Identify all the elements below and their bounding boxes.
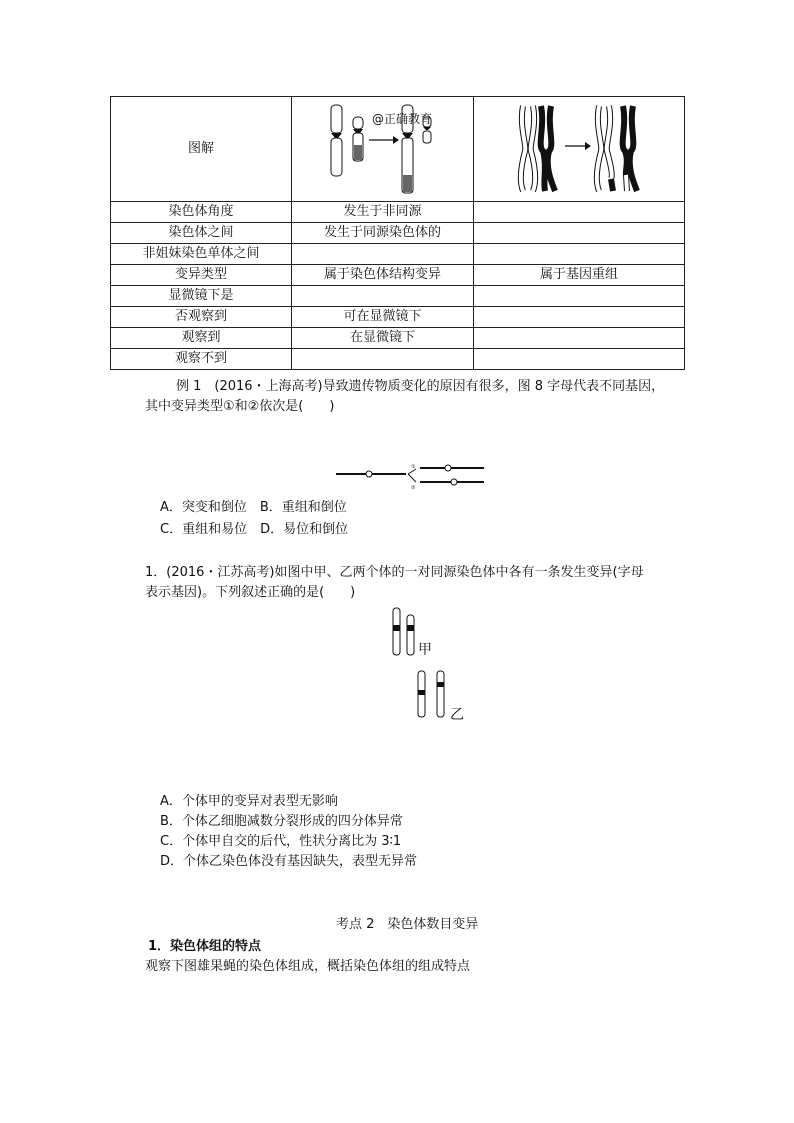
table-cell (292, 349, 474, 370)
table-row (111, 328, 685, 349)
section2-heading: 1．染色体组的特点 (148, 939, 262, 954)
table-cell: 观察不到 (111, 349, 292, 370)
table-cell (292, 286, 474, 307)
question1-option-d: D．个体乙染色体没有基因缺失，表型无异常 (160, 854, 418, 869)
table-cell: 变异类型 (111, 265, 292, 286)
table-cell (474, 286, 685, 307)
table-row (111, 223, 685, 244)
table-row (111, 286, 685, 307)
table-cell (474, 349, 685, 370)
table-cell: 属于基因重组 (474, 265, 685, 286)
table-cell (292, 244, 474, 265)
watermark-text: @正确教育 (372, 112, 433, 126)
crossover-diagram (515, 101, 645, 196)
table-cell: 在显微镜下 (292, 328, 474, 349)
table-cell (474, 328, 685, 349)
question1-option-b: B．个体乙细胞减数分裂形成的四分体异常 (160, 814, 403, 829)
table-cell: 染色体之间 (111, 223, 292, 244)
question1-option-c: C．个体甲自交的后代，性状分离比为 3∶1 (160, 834, 402, 849)
example1-option-ab: A．突变和倒位 B．重组和倒位 (160, 500, 347, 515)
label-yi: 乙 (450, 707, 464, 723)
table-cell: 发生于同源染色体的 (292, 223, 474, 244)
section2-title: 考点 2 染色体数目变异 (336, 917, 479, 932)
label-jia: 甲 (418, 642, 432, 658)
table-cell: 否观察到 (111, 307, 292, 328)
table-cell: 观察到 (111, 328, 292, 349)
chromosome-pair-jia (387, 607, 417, 657)
example1-option-cd: C．重组和易位 D．易位和倒位 (160, 522, 349, 537)
table-cell: 显微镜下是 (111, 286, 292, 307)
section2-text: 观察下图雄果蝇的染色体组成，概括染色体组的组成特点 (145, 959, 471, 974)
table-row (111, 349, 685, 370)
example1-line1: 例 1 (2016・上海高考)导致遗传物质变化的原因有很多，图 8 字母代表不同基因， (176, 379, 665, 394)
table-cell: 发生于非同源 (292, 202, 474, 223)
gene-sequence-diagram (336, 462, 486, 492)
table-row (111, 202, 685, 223)
question1-option-a: A．个体甲的变异对表型无影响 (160, 794, 338, 809)
example1-line2: 其中变异类型①和②依次是( ) (145, 399, 335, 414)
table-cell: 可在显微镜下 (292, 307, 474, 328)
table-cell (474, 307, 685, 328)
table-row (111, 265, 685, 286)
table-cell (474, 223, 685, 244)
table-cell: 属于染色体结构变异 (292, 265, 474, 286)
table-cell (474, 244, 685, 265)
question1-line2: 表示基因)。下列叙述正确的是( ) (145, 585, 356, 600)
table-cell (474, 202, 685, 223)
marker-1: ① (411, 464, 416, 470)
table-cell: 非姐妹染色单体之间 (111, 244, 292, 265)
table-cell: 染色体角度 (111, 202, 292, 223)
table-row (111, 307, 685, 328)
table-row (111, 244, 685, 265)
marker-2: ② (411, 485, 416, 491)
chromosome-pair-yi (412, 670, 452, 720)
question1-line1: 1．(2016・江苏高考)如图中甲、乙两个体的一对同源染色体中各有一条发生变异(字母 (145, 565, 644, 580)
table-header-label: 图解 (111, 97, 292, 202)
